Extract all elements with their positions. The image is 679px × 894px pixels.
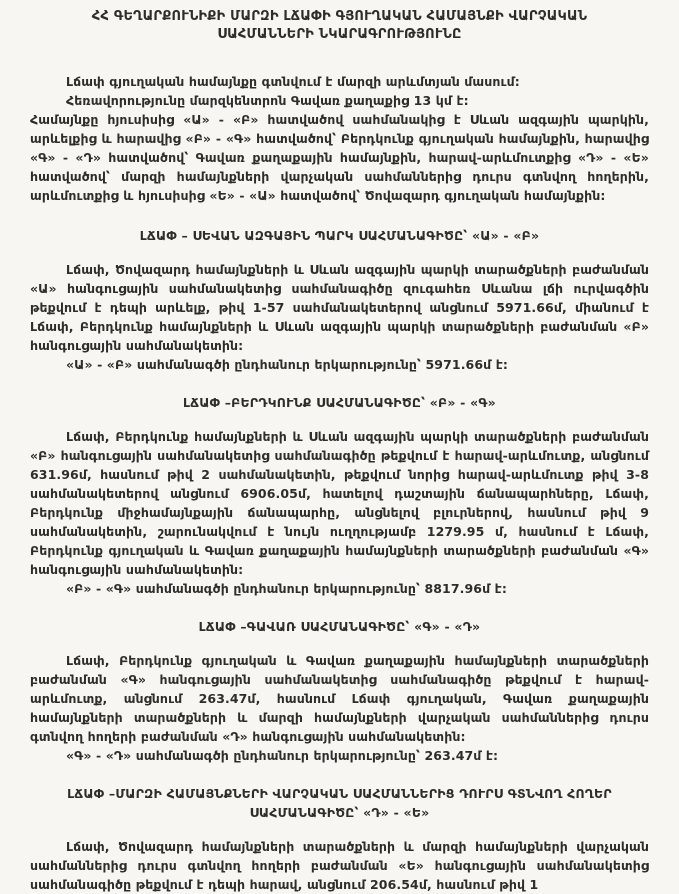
- section-heading-g-d: ԼՃԱՓ –ԳԱՎԱՌ ՍԱՀՄԱՆԱԳԻԾԸ՝ «Գ» - «Դ»: [198, 619, 481, 634]
- section-length-b-g: «Բ» - «Գ» սահմանագծի ընդհանուր երկարությունը՝ 8817.96մ է:: [66, 581, 507, 596]
- section-heading-b-g: ԼՃԱՓ –ԲԵՐԴԿՈՒՆՔ ՍԱՀՄԱՆԱԳԻԾԸ՝ «Բ» - «Գ»: [183, 395, 496, 410]
- intro-location-line: Լճափ գյուղական համայնքը գտնվում է մարզի արևմտյան մասում:: [66, 74, 520, 89]
- section-length-a-b: «Ա» - «Բ» սահմանագծի ընդհանուր երկարությունը՝ 5971.66մ է:: [66, 357, 508, 372]
- intro-borders-paragraph: Համայնքը հյուսիսից «Ա» - «Բ» հատվածով սահմանակից է Սևան ազգային պարկին, արևելքից և հարավից «Բ» - «Գ» հատվածով՝ Բերդկունք գյուղական համայնքին, հարավից «Գ» - «Դ» հատվածով՝ Գավառ քաղաքային համայնքին, հարավ-արևմուտքից «Դ» - «Ե» հատվածով՝ մարզի համայնքների վարչական սահմաններից դուրս գտնվող հողերին, արևմուտքից և հյուսիսից «Ե» - «Ա» հատվածով՝ Ծովազարդ գյուղական համայնքին:: [30, 112, 649, 203]
- section-heading-a-b: ԼՃԱՓ – ՍԵՎԱՆ ԱԶԳԱՅԻՆ ՊԱՐԿ ՍԱՀՄԱՆԱԳԻԾԸ՝ «Ա» - «Բ»: [139, 228, 540, 243]
- section-heading-d-e: ԼՃԱՓ –ՄԱՐԶԻ ՀԱՄԱՅՆՔՆԵՐԻ ՎԱՐՉԱԿԱՆ ՍԱՀՄԱՆՆԵՐԻՑ ԴՈՒՐՍ ԳՏՆՎՈՂ ՀՈՂԵՐ ՍԱՀՄԱՆԱԳԻԾԸ՝ «Դ» - «Ե»: [67, 786, 612, 820]
- document-title: ՀՀ ԳԵՂԱՐՔՈՒՆԻՔԻ ՄԱՐԶԻ ԼՃԱՓԻ ԳՅՈՒՂԱԿԱՆ ՀԱՄԱՅՆՔԻ ՎԱՐՉԱԿԱՆ ՍԱՀՄԱՆՆԵՐԻ ՆԿԱՐԱԳՐՈՒԹՅՈՒՆԸ: [91, 9, 588, 42]
- section-boundary-d-e: [30, 784, 649, 894]
- section-body-b-g: Լճափ, Բերդկունք համայնքների և Սևան ազգային պարկի տարածքների բաժանման «Բ» հանգուցային սահմանակետից սահմանագիծը թեքվում է հարավ-արևմուտք, անցնում 631.96մ, հասնում թիվ 2 սահմանակետին, թեքվում նորից հարավ-արևմուտք թիվ 3-8 սահմանակետերով անցնում 6906.05մ, հատելով դաշտային ճանապարհները, Լճափ, Բերդկունք միջհամայնքային ճանապարհը, անցնելով բլուրներով, հասնում թիվ 9 սահմանակետին, շարունակվում է նույն ուղղությամբ 1279.95 մ, հասնում է Լճափ, Բերդկունք գյուղական և Գավառ քաղաքային համայնքների տարածքների բաժանման «Գ» հանգուցային սահմանակետին:: [30, 429, 649, 577]
- intro-distance-line: Հեռավորությունը մարզկենտրոն Գավառ քաղաքից 13 կմ է:: [66, 93, 469, 108]
- section-body-d-e: Լճափ, Ծովազարդ համայնքների տարածքների և մարզի համայնքների վարչական սահմաններից դուրս գտնվող հողերի բաժանման «Ե» հանգուցային սահմանակետից սահմանագիծը թեքվում է դեպի հարավ, անցնում 206.54մ, հասնում թիվ 1: [30, 839, 649, 892]
- section-boundary-b-g: [30, 393, 649, 598]
- section-length-g-d: «Գ» - «Դ» սահմանագծի ընդհանուր երկարությունը՝ 263.47մ է:: [66, 748, 499, 763]
- section-body-a-b: Լճափ, Ծովազարդ համայնքների և Սևան ազգային պարկի տարածքների բաժանման «Ա» հանգուցային սահմանակետից սահմանագիծը զուգահեռ Սևանա լճի ուրվագծին թեքվում է դեպի արևելք, թիվ 1-57 սահմանակետերով անցնում 5971.66մ, միանում է Լճափ, Բերդկունք համայնքների և Սևան ազգային պարկի տարածքների բաժանման «Բ» հանգուցային սահմանակետին:: [30, 262, 649, 353]
- section-body-g-d: Լճափ, Բերդկունք գյուղական և Գավառ քաղաքային համայնքների տարածքների բաժանման «Գ» հանգուցային սահմանակետից սահմանագիծը թեքվում է հարավ-արևմուտք, անցնում 263.47մ, հասնում Լճափ գյուղական, Գավառ քաղաքային համայնքների տարածքների և մարզի համայնքների վարչական սահմաններից դուրս գտնվող հողերի բաժանման «Դ» հանգուցային սահմանակետին:: [30, 653, 649, 744]
- section-boundary-g-d: [30, 617, 649, 765]
- section-boundary-a-b: [30, 226, 649, 374]
